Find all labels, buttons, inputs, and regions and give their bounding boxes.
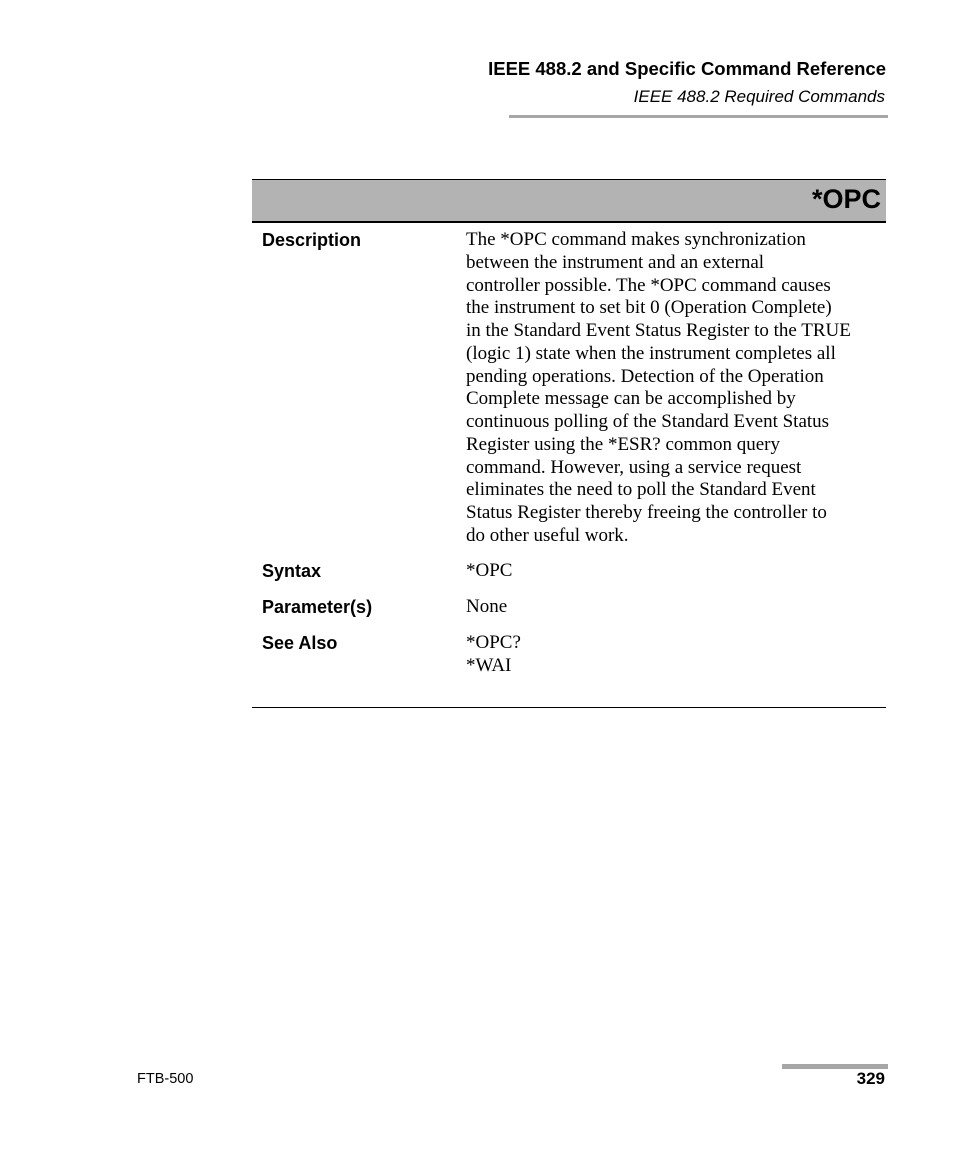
description-line: Status Register thereby freeing the controller to (466, 502, 827, 523)
description-line: (logic 1) state when the instrument completes all (466, 342, 836, 364)
parameters-label: Parameter(s) (262, 597, 373, 617)
description-line: between the instrument and an external (466, 251, 765, 273)
description-text (466, 229, 851, 548)
description-line: Register using the *ESR? common query (466, 433, 780, 455)
see-also-list (466, 632, 521, 678)
description-line: continuous polling of the Standard Event Status (466, 411, 830, 432)
description-line: in the Standard Event Status Register to the TRUE (466, 320, 851, 341)
command-name: *OPC (811, 184, 881, 214)
footer-product: FTB-500 (137, 1071, 194, 1087)
header-rule (509, 115, 888, 118)
description-line: Complete message can be accomplished by (466, 388, 796, 410)
command-heading-bar (252, 179, 886, 223)
description-line: pending operations. Detection of the Operation (466, 365, 824, 387)
description-line: The *OPC command makes synchronization (466, 229, 806, 250)
section-subtitle: IEEE 488.2 Required Commands (633, 87, 885, 106)
parameters-value: None (466, 596, 508, 617)
table-bottom-rule (252, 707, 886, 708)
see-also-item: *OPC? (466, 632, 521, 653)
description-line: controller possible. The *OPC command causes (466, 274, 831, 296)
description-label: Description (262, 230, 362, 250)
description-line: the instrument to set bit 0 (Operation Complete) (466, 297, 832, 319)
section-title: IEEE 488.2 and Specific Command Reference (488, 58, 886, 79)
syntax-label: Syntax (262, 561, 322, 581)
syntax-value: *OPC (466, 560, 513, 581)
page-number: 329 (856, 1069, 885, 1088)
description-line: eliminates the need to poll the Standard Event (466, 479, 816, 501)
description-line: command. However, using a service request (466, 456, 802, 478)
description-line: do other useful work. (466, 524, 629, 546)
see-also-item: *WAI (466, 654, 512, 676)
see-also-label: See Also (262, 633, 338, 653)
